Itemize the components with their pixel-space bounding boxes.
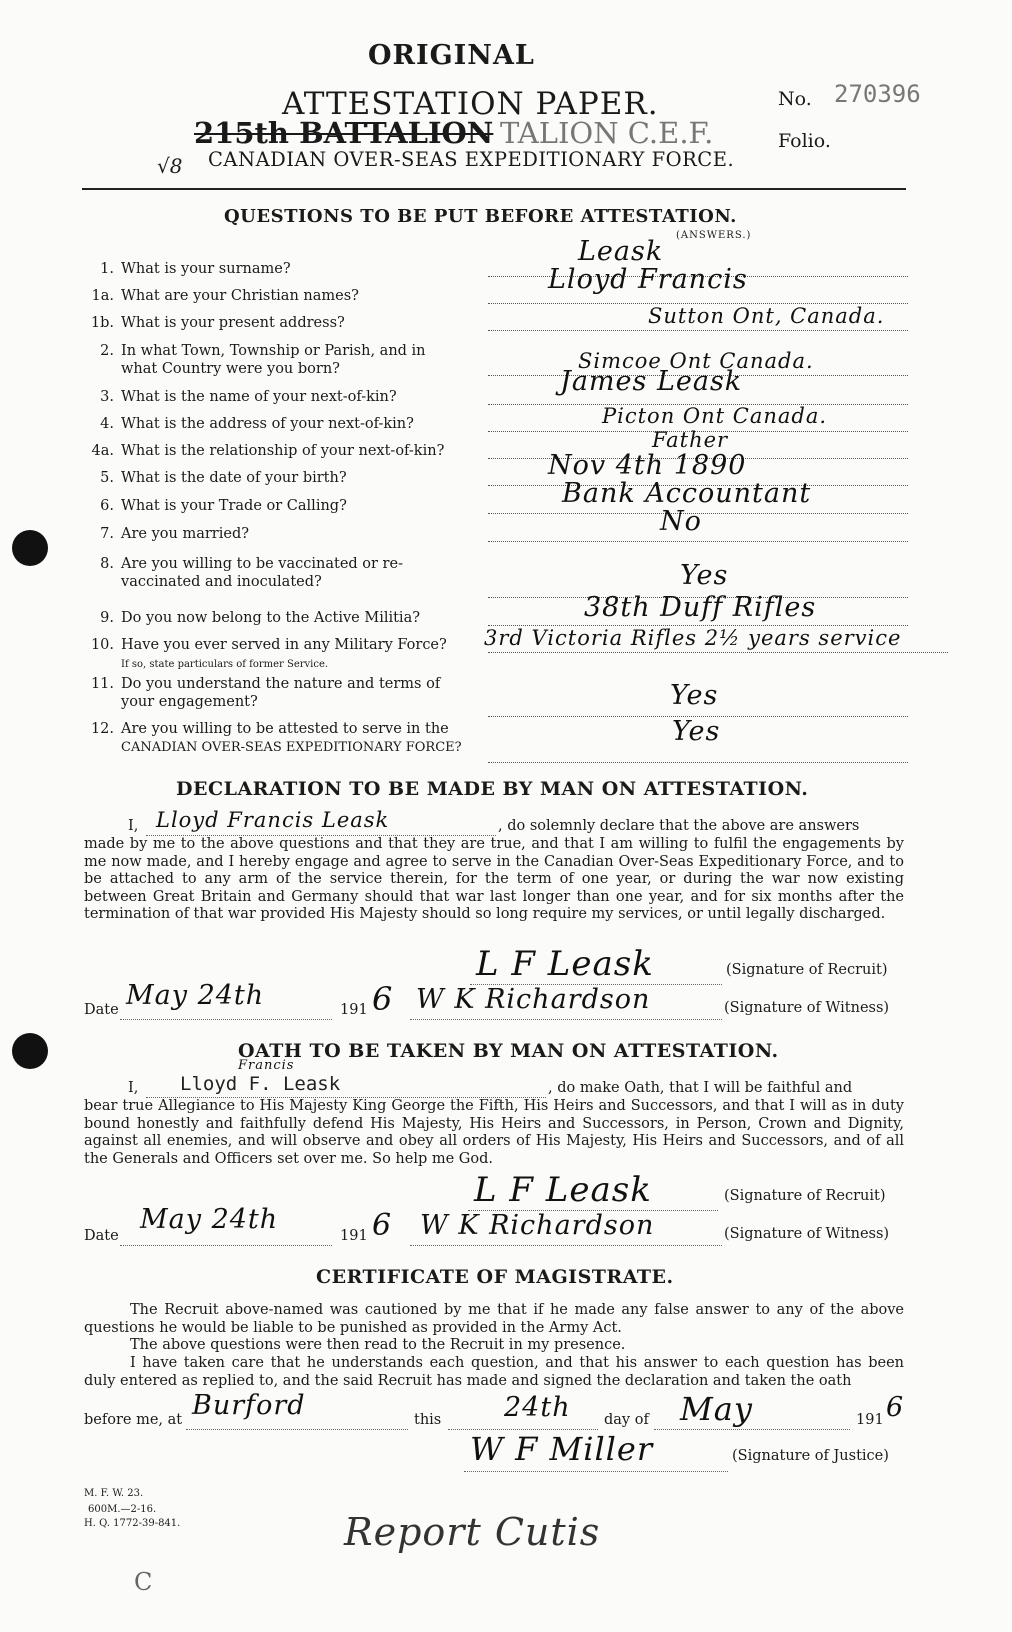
declaration-recruit-label: (Signature of Recruit) — [726, 962, 888, 978]
answer-5: Nov 4th 1890 — [548, 450, 747, 481]
declaration-date-label: Date — [84, 1002, 119, 1018]
oath-year-print: 191 — [340, 1228, 368, 1244]
question-9: 9. Do you now belong to the Active Militia? — [100, 610, 420, 626]
oath-date-line — [120, 1244, 332, 1246]
justice-signature: W F Miller — [470, 1430, 654, 1468]
magistrate-p3: I have taken care that he understands each question, and that his answer to each question has been duly entered as replied to, and the said Recruit has made and signed the declaration and taken the oath — [84, 1355, 904, 1389]
declaration-line1: , do solemnly declare that the above are answers — [498, 818, 860, 834]
question-4a: 4a. What is the relationship of your next-of-kin? — [91, 443, 445, 459]
magistrate-year-hand: 6 — [886, 1392, 905, 1423]
answer-11: Yes — [670, 680, 719, 711]
declaration-date-line — [120, 1018, 332, 1020]
question-7: 7. Are you married? — [100, 526, 249, 542]
question-3: 3. What is the name of your next-of-kin? — [100, 389, 397, 405]
declaration-witness-line — [410, 1018, 722, 1020]
number-value: 270396 — [834, 80, 921, 108]
question-5: 5. What is the date of your birth? — [100, 470, 347, 486]
force-title: CANADIAN OVER-SEAS EXPEDITIONARY FORCE. — [208, 148, 735, 171]
oath-witness-line — [410, 1244, 722, 1246]
question-8: 8. Are you willing to be vaccinated or re- vaccinated and inoculated? — [100, 556, 403, 590]
answer-1b: Sutton Ont, Canada. — [648, 304, 885, 328]
question-10: 10. Have you ever served in any Military Force? If so, state particulars of former Service. — [90, 637, 447, 670]
oath-name-insert: Francis — [238, 1058, 295, 1073]
corner-mark: √8 — [157, 154, 183, 178]
form-title: ATTESTATION PAPER. — [282, 86, 659, 122]
question-11: 11. Do you understand the nature and terms of your engagement? — [90, 676, 441, 710]
oath-witness-signature: W K Richardson — [420, 1210, 655, 1241]
declaration-date: May 24th — [126, 980, 265, 1011]
question-1: 1. What is your surname? — [100, 261, 291, 277]
oath-witness-label: (Signature of Witness) — [724, 1226, 890, 1242]
question-1b: 1b. What is your present address? — [90, 315, 345, 331]
answer-7: No — [660, 506, 702, 537]
original-stamp: ORIGINAL — [368, 40, 535, 71]
answer-3: James Leask — [560, 366, 743, 397]
punch-hole-lower — [12, 1033, 48, 1069]
magistrate-title: CERTIFICATE OF MAGISTRATE. — [316, 1266, 674, 1288]
question-1a: 1a. What are your Christian names? — [91, 288, 359, 304]
questions-title: QUESTIONS TO BE PUT BEFORE ATTESTATION. — [224, 206, 737, 227]
oath-year-hand: 6 — [372, 1208, 393, 1243]
magistrate-place-line — [186, 1428, 408, 1430]
declaration-year-hand: 6 — [372, 980, 394, 1018]
oath-date: May 24th — [140, 1204, 279, 1235]
oath-title: OATH TO BE TAKEN BY MAN ON ATTESTATION. — [238, 1040, 779, 1062]
question-6: 6. What is your Trade or Calling? — [100, 498, 347, 514]
answer-4: Picton Ont Canada. — [602, 404, 828, 428]
declaration-name: Lloyd Francis Leask — [156, 808, 390, 832]
magistrate-year-print: 191 — [856, 1412, 884, 1428]
form-code-2: 600M.—2-16. — [88, 1504, 157, 1515]
magistrate-this-label: this — [414, 1412, 442, 1428]
oath-recruit-label: (Signature of Recruit) — [724, 1188, 886, 1204]
magistrate-place: Burford — [192, 1390, 306, 1421]
answer-12: Yes — [672, 716, 721, 747]
declaration-body: made by me to the above questions and that they are true, and that I am willing to fulfil the engagements by me now made, and I hereby engage and agree to serve in the Canadian Over-Seas Expeditionary Force, and to be attached to any arm of the service therein, for the term of one year, or during the war now existing between Great Britain and Germany should that war last longer than one year, and for six months after the termination of that war provided His Majesty should so long require my services, or until legally discharged. — [84, 836, 904, 923]
battalion-print: 215th BATTALION — [194, 116, 494, 150]
answer-8: Yes — [680, 560, 729, 591]
declaration-witness-signature: W K Richardson — [416, 984, 651, 1015]
justice-line — [464, 1470, 728, 1472]
answer-2: Simcoe Ont Canada. — [578, 349, 814, 373]
declaration-recruit-signature: L F Leask — [476, 944, 654, 984]
magistrate-month-line — [654, 1428, 850, 1430]
declaration-lead: I, — [128, 818, 139, 834]
question-2: 2. In what Town, Township or Parish, and in what Country were you born? — [100, 343, 426, 377]
magistrate-before-label: before me, at — [84, 1412, 183, 1428]
magistrate-p2: The above questions were then read to the Recruit in my presence. — [130, 1337, 626, 1353]
battalion-suffix: TALION C.E.F. — [500, 116, 714, 150]
magistrate-p1: The Recruit above-named was cautioned by me that if he made any false answer to any of the above questions he would be liable to be punished as provided in the Army Act. — [84, 1302, 904, 1336]
form-code-3: H. Q. 1772-39-841. — [84, 1518, 181, 1529]
answer-1a: Lloyd Francis — [548, 264, 748, 295]
declaration-witness-label: (Signature of Witness) — [724, 1000, 890, 1016]
magistrate-day: 24th — [504, 1392, 571, 1423]
header-rule — [82, 188, 906, 190]
magistrate-month: May — [680, 1390, 753, 1428]
answer-1: Leask — [578, 236, 664, 267]
answer-4a: Father — [652, 428, 729, 452]
footer-note: Report Cutis — [344, 1510, 601, 1554]
form-code-1: M. F. W. 23. — [84, 1488, 144, 1499]
oath-name-typed: Lloyd F. Leask — [180, 1073, 341, 1095]
answer-9: 38th Duff Rifles — [584, 592, 817, 623]
oath-recruit-signature: L F Leask — [474, 1170, 652, 1210]
oath-lead: I, — [128, 1080, 139, 1096]
punch-hole-upper — [12, 530, 48, 566]
question-4: 4. What is the address of your next-of-kin? — [100, 416, 414, 432]
justice-label: (Signature of Justice) — [732, 1448, 889, 1464]
folio-label: Folio. — [778, 130, 831, 152]
declaration-year-print: 191 — [340, 1002, 368, 1018]
answer-10: 3rd Victoria Rifles 2½ years service — [484, 626, 902, 650]
question-12: 12. Are you willing to be attested to serve in the CANADIAN OVER-SEAS EXPEDITIONARY FORCE? — [90, 721, 462, 755]
magistrate-dayof-label: day of — [604, 1412, 649, 1428]
answer-6: Bank Accountant — [562, 478, 812, 509]
oath-line1: , do make Oath, that I will be faithful and — [548, 1080, 853, 1096]
oath-body: bear true Allegiance to His Majesty King George the Fifth, His Heirs and Successors, and that I will as in duty bound honestly and faithfully defend His Majesty, His Heirs and Successors, in Person, Crown and Dignity, against all enemies, and will observe and obey all orders of His Majesty, His Heirs and Successors, and of all the Generals and Officers set over me. So help me God. — [84, 1098, 904, 1167]
answers-label: (ANSWERS.) — [676, 230, 752, 241]
declaration-title: DECLARATION TO BE MADE BY MAN ON ATTESTATION. — [176, 778, 809, 800]
number-label: No. — [778, 88, 812, 110]
footer-mark: C — [134, 1568, 153, 1596]
oath-date-label: Date — [84, 1228, 119, 1244]
